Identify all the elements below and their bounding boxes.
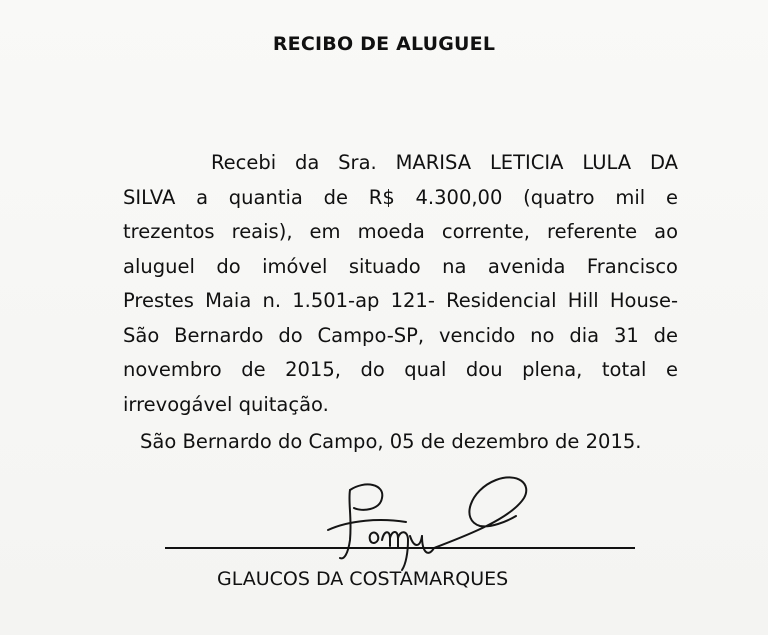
body-line: Recebi da Sra. MARISA LETICIA LULA DA bbox=[211, 151, 678, 174]
document-title: RECIBO DE ALUGUEL bbox=[272, 33, 496, 55]
place-and-date: São Bernardo do Campo, 05 de dezembro de 2015. bbox=[140, 430, 642, 453]
signature-line bbox=[165, 547, 635, 549]
body-line: aluguel do imóvel situado na avenida Francisco bbox=[123, 254, 678, 278]
body-line: irrevogável quitação. bbox=[123, 392, 329, 416]
receipt-body bbox=[123, 146, 678, 422]
body-line: São Bernardo do Campo-SP, vencido no dia 31 de bbox=[123, 323, 678, 347]
body-line: Prestes Maia n. 1.501-ap 121- Residencial Hill House- bbox=[123, 289, 678, 312]
body-line: trezentos reais), em moeda corrente, referente ao bbox=[123, 220, 678, 243]
signer-name: GLAUCOS DA COSTAMARQUES bbox=[217, 568, 509, 590]
handwritten-signature bbox=[310, 462, 540, 572]
body-line: novembro de 2015, do qual dou plena, total e bbox=[123, 358, 678, 381]
body-line: SILVA a quantia de R$ 4.300,00 (quatro mil e bbox=[123, 185, 678, 209]
